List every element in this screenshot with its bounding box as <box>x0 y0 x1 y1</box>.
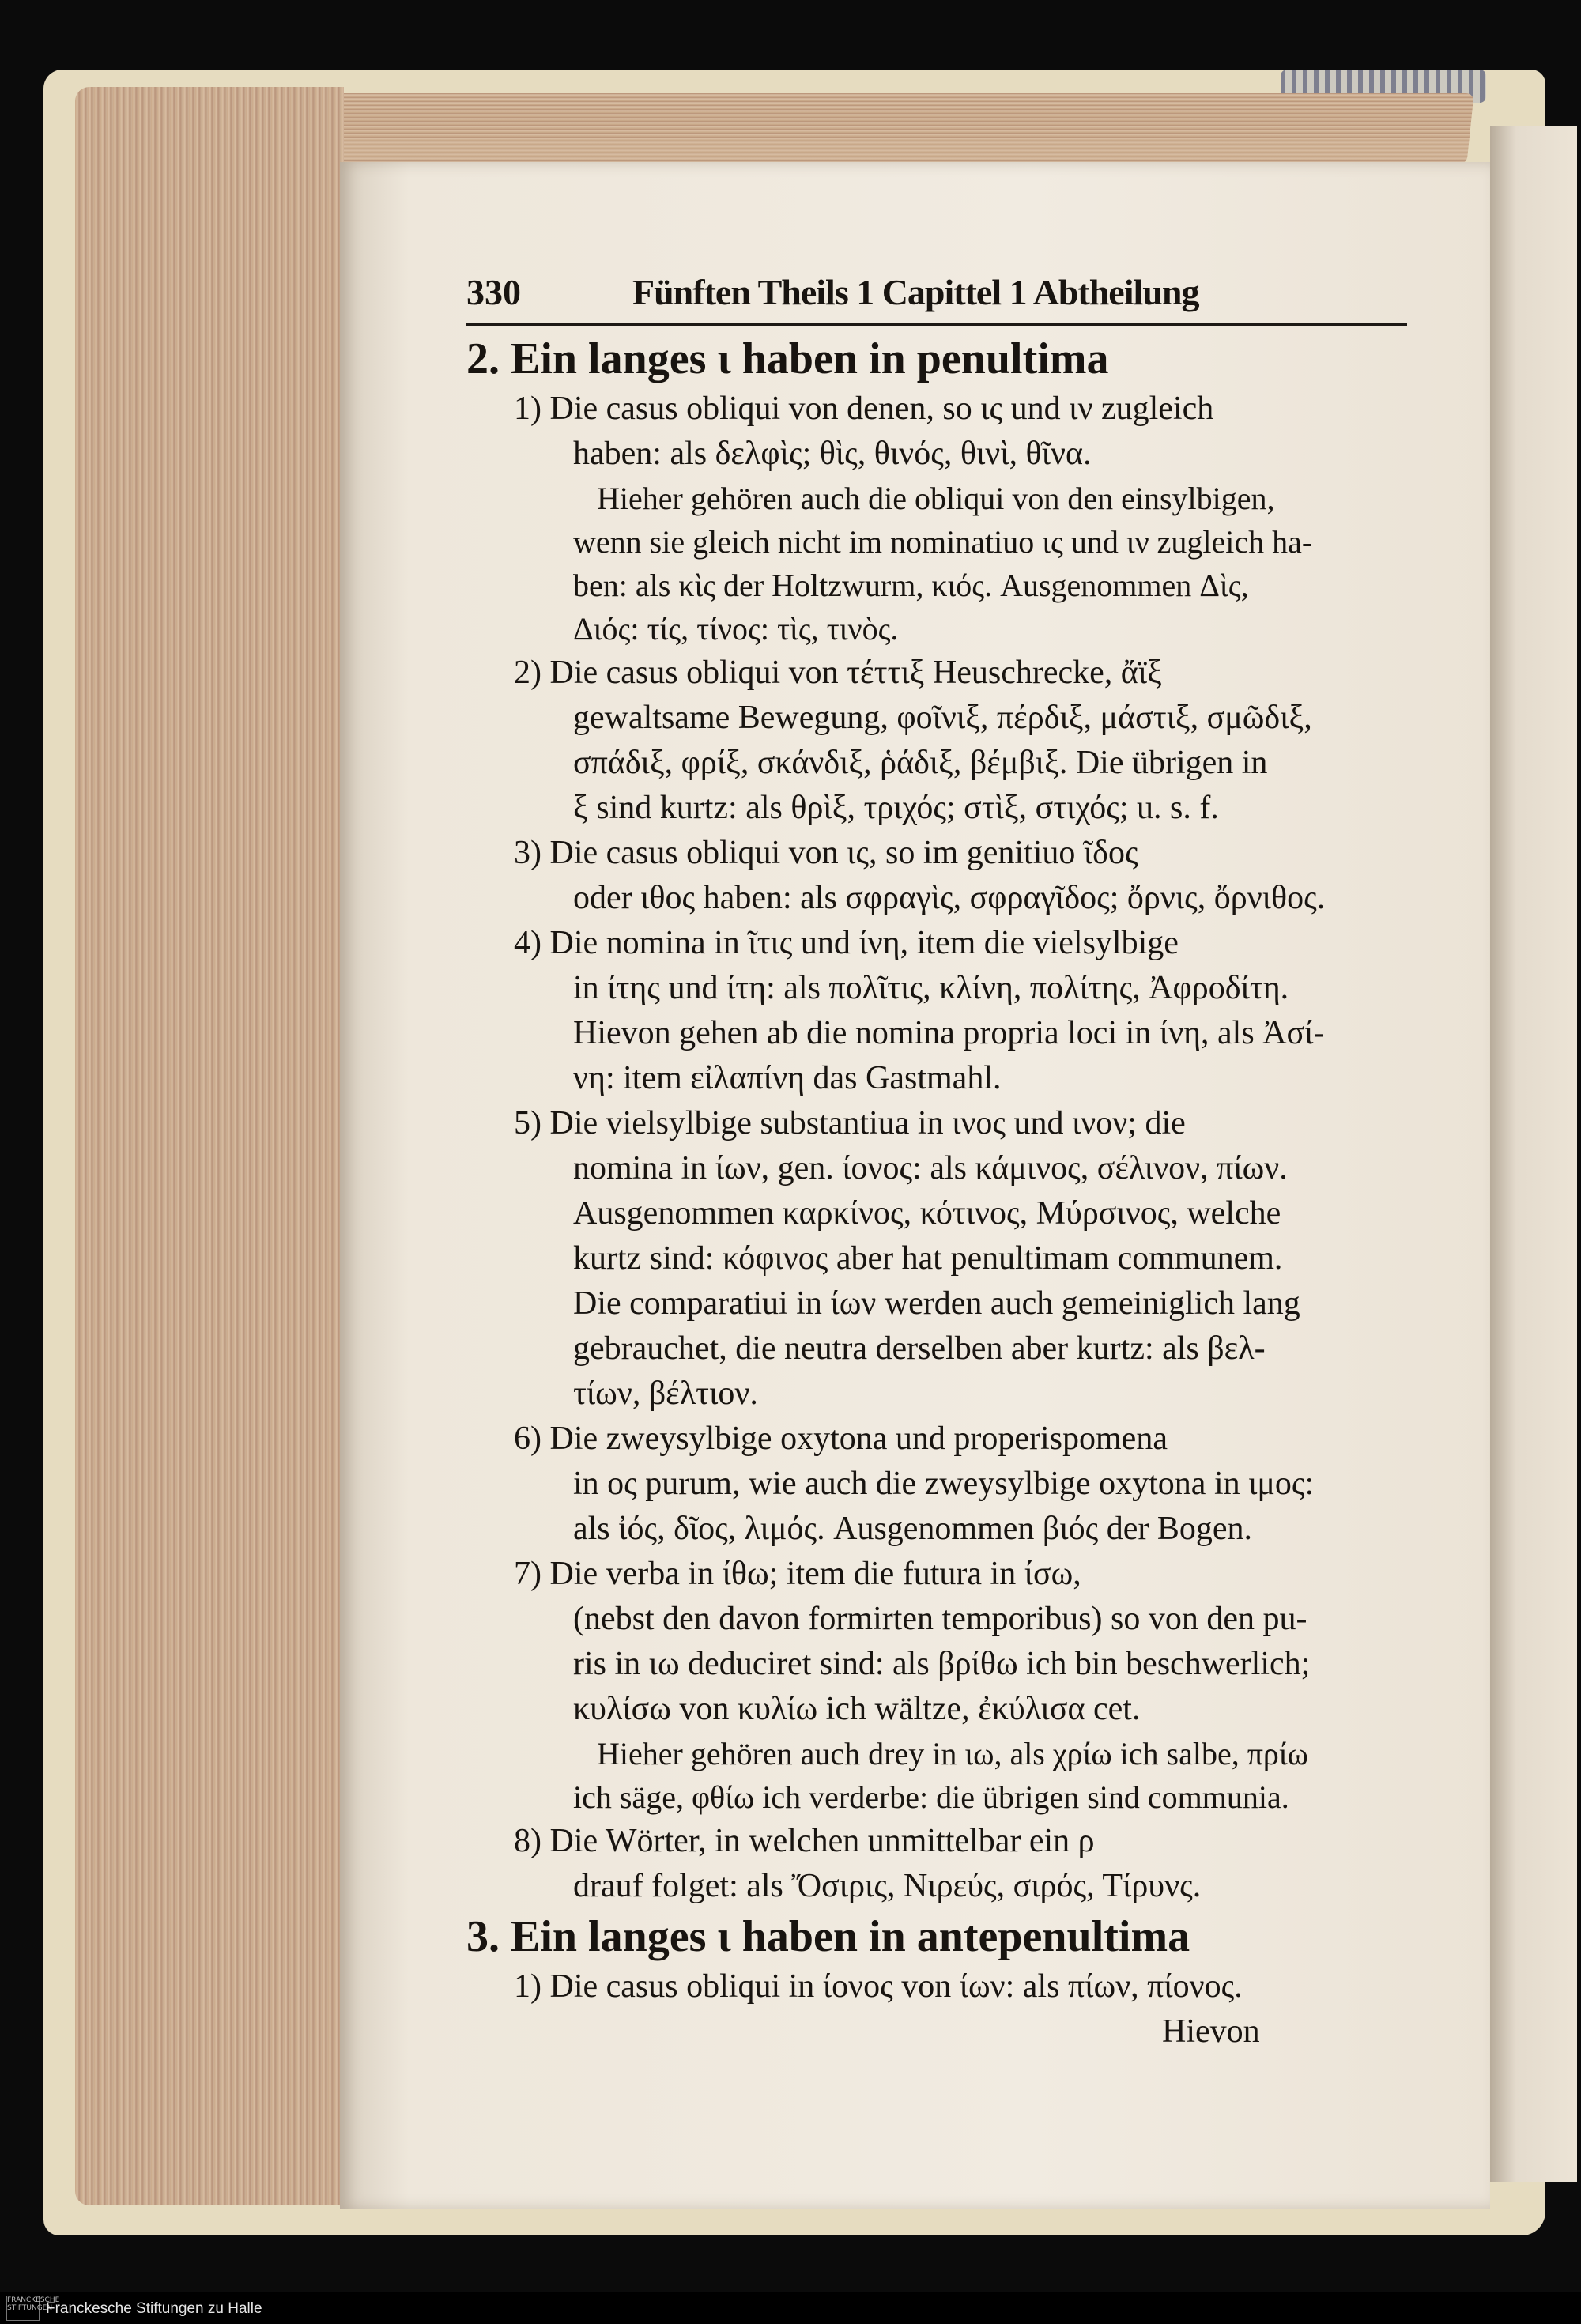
text-line: ξ sind kurtz: als θρὶξ, τριχός; στὶξ, στιχός; u. s. f. <box>573 790 1219 826</box>
text-line: ben: als κὶς der Holtzwurm, κιός. Ausgenommen Δὶς, <box>573 568 1249 603</box>
text-line: drauf folget: als Ὄσιρις, Νιρεύς, σιρός, Τίρυνς. <box>573 1868 1202 1904</box>
section-heading: 2. Ein langes ι haben in penultima <box>466 334 1109 383</box>
page-text <box>466 265 1407 2054</box>
text-line: κυλίσω von κυλίω ich wältze, ἐκύλισα cet. <box>573 1691 1141 1727</box>
text-line: in ίτης und ίτη: als πολῖτις, κλίνη, πολίτης, Ἀφροδίτη. <box>573 970 1289 1006</box>
text-line: als ἰός, δῖος, λιμός. Ausgenommen βιός der Bogen. <box>573 1511 1252 1547</box>
text-line: gewaltsame Bewegung, φοῖνιξ, πέρδιξ, μάστιξ, σμῶδιξ, <box>573 700 1312 736</box>
text-line: 3) Die casus obliqui von ις, so im genitiuo ῖδος <box>514 835 1138 871</box>
text-line: 7) Die verba in ίθω; item die futura in ίσω, <box>514 1556 1081 1592</box>
institution-logo: FRANCKESCHE STIFTUNGEN <box>6 2296 40 2321</box>
text-line: in ος purum, wie auch die zweysylbige oxytona in ιμος: <box>573 1466 1315 1502</box>
text-line: oder ιθος haben: als σφραγὶς, σφραγῖδος; ὄρνις, ὄρνιθος. <box>573 880 1326 916</box>
text-line: τίων, βέλτιον. <box>573 1375 758 1412</box>
text-line: kurtz sind: κόφινος aber hat penultimam communem. <box>573 1240 1283 1277</box>
text-line: 4) Die nomina in ῖτις und ίνη, item die vielsylbige <box>514 925 1179 961</box>
text-line: σπάδιξ, φρίξ, σκάνδιξ, ῥάδιξ, βέμβιξ. Die übrigen in <box>573 745 1268 781</box>
text-line: Hieher gehören auch die obliqui von den einsylbigen, <box>597 481 1275 516</box>
text-line: 8) Die Wörter, in welchen unmittelbar ein ρ <box>514 1823 1095 1859</box>
text-line: Hievon gehen ab die nomina propria loci in ίνη, als Ἀσί- <box>573 1015 1325 1051</box>
text-line: ich säge, φθίω ich verderbe: die übrigen sind communia. <box>573 1779 1289 1815</box>
text-line: 1) Die casus obliqui in ίονος von ίων: als πίων, πίονος. <box>514 1968 1243 2005</box>
section-heading: 3. Ein langes ι haben in antepenultima <box>466 1912 1190 1961</box>
header-rule <box>466 323 1407 326</box>
text-line: 5) Die vielsylbige substantiua in ινος und ινον; die <box>514 1105 1186 1141</box>
text-line: nomina in ίων, gen. ίονος: als κάμινος, σέλινον, πίων. <box>573 1150 1288 1187</box>
text-line: (nebst den davon formirten temporibus) so von den pu- <box>573 1601 1307 1637</box>
text-line: Ausgenommen καρκίνος, κότινος, Μύρσινος, welche <box>573 1195 1281 1232</box>
text-line: νη: item εἰλαπίνη das Gastmahl. <box>573 1060 1002 1096</box>
text-line: wenn sie gleich nicht im nominatiuo ις und ιν zugleich ha- <box>573 524 1313 560</box>
text-line: 1) Die casus obliqui von denen, so ις und ιν zugleich <box>514 390 1214 427</box>
running-title: Fünften Theils 1 Capittel 1 Abtheilung <box>632 272 1199 312</box>
footer-credit: Franckesche Stiftungen zu Halle <box>46 2300 262 2317</box>
text-line: Die comparatiui in ίων werden auch gemeiniglich lang <box>573 1285 1300 1322</box>
facing-page <box>1490 126 1577 2182</box>
text-line: 2) Die casus obliqui von τέττιξ Heuschrecke, ἄϊξ <box>514 655 1162 691</box>
body-text <box>466 331 1407 2054</box>
text-line: Hieher gehören auch drey in ιω, als χρίω ich salbe, πρίω <box>597 1736 1308 1771</box>
text-line: haben: als δελφὶς; θὶς, θινός, θινὶ, θῖνα. <box>573 436 1092 472</box>
text-line: Διός: τίς, τίνος: τὶς, τινὸς. <box>573 611 899 647</box>
page-edges-side <box>75 87 344 2205</box>
running-header <box>466 265 1407 320</box>
text-line: ris in ιω deduciret sind: als βρίθω ich bin beschwerlich; <box>573 1646 1311 1682</box>
page-number: 330 <box>466 272 521 312</box>
text-line: Hievon <box>1162 2013 1260 2050</box>
text-line: 6) Die zweysylbige oxytona und properispomena <box>514 1420 1168 1457</box>
text-line: gebrauchet, die neutra derselben aber kurtz: als βελ- <box>573 1330 1266 1367</box>
